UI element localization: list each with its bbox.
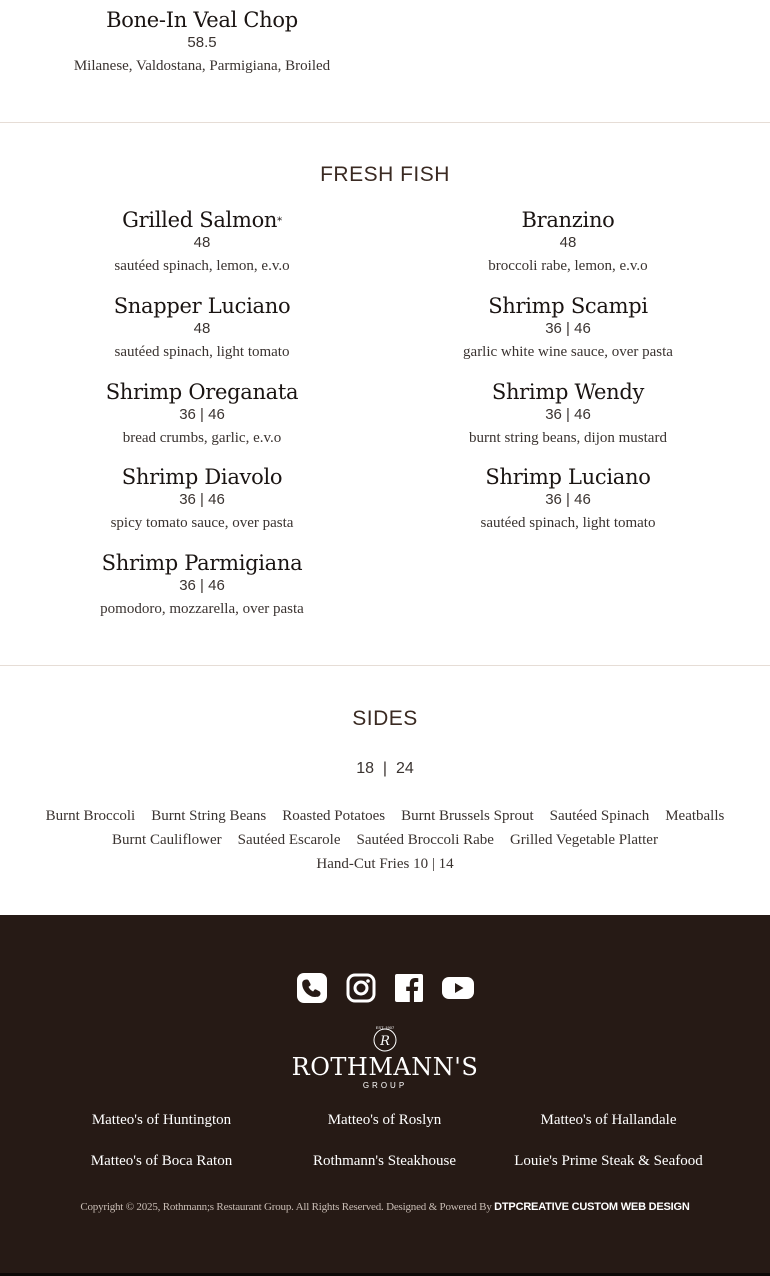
location-link[interactable]: Matteo's of Huntington bbox=[91, 1112, 232, 1128]
item-price: 36 | 46 bbox=[545, 320, 591, 337]
item-price: 48 bbox=[559, 234, 577, 251]
item-description: garlic white wine sauce, over pasta bbox=[463, 344, 673, 360]
item-description: Milanese, Valdostana, Parmigiana, Broiled bbox=[73, 58, 331, 74]
location-link[interactable]: Matteo's of Hallandale bbox=[540, 1112, 677, 1128]
phone-icon[interactable] bbox=[296, 972, 328, 1004]
item-description: bread crumbs, garlic, e.v.o bbox=[122, 430, 282, 446]
menu-item bbox=[12, 7, 392, 77]
item-name: Snapper Luciano bbox=[113, 294, 291, 318]
item-description: broccoli rabe, lemon, e.v.o bbox=[488, 258, 648, 274]
menu-item bbox=[378, 379, 758, 449]
item-name: Shrimp Parmigiana bbox=[101, 551, 303, 575]
facebook-icon[interactable] bbox=[393, 972, 425, 1004]
item-name: Shrimp Oreganata bbox=[105, 380, 299, 404]
svg-text:EST. 1907: EST. 1907 bbox=[375, 1025, 395, 1030]
menu-item bbox=[378, 464, 758, 534]
item-name: Shrimp Scampi bbox=[488, 294, 648, 318]
menu-item bbox=[12, 207, 392, 277]
side-item: Roasted Potatoes bbox=[282, 808, 386, 824]
youtube-icon[interactable] bbox=[442, 972, 474, 1004]
side-item: Sautéed Spinach bbox=[549, 808, 650, 824]
section-divider bbox=[0, 665, 770, 666]
side-item: Burnt Brussels Sprout bbox=[401, 808, 534, 824]
item-name: Shrimp Luciano bbox=[485, 465, 651, 489]
item-price: 36 | 46 bbox=[545, 406, 591, 423]
side-item: Burnt Broccoli bbox=[45, 808, 136, 824]
item-price: 48 bbox=[193, 234, 211, 251]
side-item: Grilled Vegetable Platter bbox=[509, 832, 658, 848]
menu-item bbox=[378, 293, 758, 363]
item-name: Bone-In Veal Chop bbox=[106, 8, 298, 32]
menu-item bbox=[12, 379, 392, 449]
menu-item bbox=[12, 464, 392, 534]
item-price: 36 | 46 bbox=[179, 577, 225, 594]
designer-credit-link[interactable]: DTPCREATIVE CUSTOM WEB DESIGN bbox=[494, 1201, 690, 1213]
item-price: 36 | 46 bbox=[545, 491, 591, 508]
side-item: Burnt Cauliflower bbox=[112, 832, 222, 848]
logo-subtext: GROUP bbox=[362, 1081, 408, 1090]
side-item: Burnt String Beans bbox=[151, 808, 267, 824]
item-description: spicy tomato sauce, over pasta bbox=[110, 515, 294, 531]
copyright-label: Copyright © 2025, Rothmann;s Restaurant Group. All Rights Reserved. Designed & Powered By bbox=[80, 1201, 495, 1213]
section-title-fresh-fish: FRESH FISH bbox=[320, 163, 450, 186]
item-description: burnt string beans, dijon mustard bbox=[469, 430, 667, 446]
logo-text: ROTHMANN'S bbox=[291, 1053, 479, 1081]
section-title-sides: SIDES bbox=[352, 707, 418, 730]
side-item: Hand-Cut Fries 10 | 14 bbox=[316, 856, 454, 872]
sides-list bbox=[20, 804, 750, 876]
item-name: Shrimp Diavolo bbox=[121, 465, 283, 489]
menu-item bbox=[12, 293, 392, 363]
item-name: Branzino bbox=[521, 208, 615, 232]
menu-item bbox=[378, 207, 758, 277]
location-link[interactable]: Matteo's of Roslyn bbox=[327, 1112, 442, 1128]
item-price: 36 | 46 bbox=[179, 491, 225, 508]
item-description: pomodoro, mozzarella, over pasta bbox=[100, 601, 304, 617]
social-links bbox=[0, 972, 770, 1004]
sides-price: 18 | 24 bbox=[356, 760, 414, 777]
logo-monogram-icon bbox=[371, 1023, 399, 1053]
rothmanns-logo[interactable] bbox=[0, 1023, 770, 1091]
footer bbox=[0, 915, 770, 1273]
item-mark: * bbox=[277, 216, 282, 227]
side-item: Sautéed Escarole bbox=[237, 832, 341, 848]
section-divider bbox=[0, 122, 770, 123]
location-link[interactable]: Matteo's of Boca Raton bbox=[90, 1153, 233, 1169]
location-link[interactable]: Rothmann's Steakhouse bbox=[312, 1153, 457, 1169]
item-price: 48 bbox=[193, 320, 211, 337]
item-name: Grilled Salmon* bbox=[122, 208, 282, 232]
side-item: Meatballs bbox=[665, 808, 725, 824]
menu-item bbox=[12, 550, 392, 620]
svg-text:R: R bbox=[380, 1034, 390, 1049]
item-name: Shrimp Wendy bbox=[491, 380, 645, 404]
instagram-icon[interactable] bbox=[345, 972, 377, 1004]
item-price: 36 | 46 bbox=[179, 406, 225, 423]
copyright-text bbox=[0, 1201, 770, 1213]
item-description: sautéed spinach, lemon, e.v.o bbox=[114, 258, 290, 274]
side-item: Sautéed Broccoli Rabe bbox=[356, 832, 494, 848]
item-price: 58.5 bbox=[187, 34, 217, 51]
location-link[interactable]: Louie's Prime Steak & Seafood bbox=[514, 1153, 703, 1169]
item-description: sautéed spinach, light tomato bbox=[480, 515, 656, 531]
item-description: sautéed spinach, light tomato bbox=[114, 344, 290, 360]
